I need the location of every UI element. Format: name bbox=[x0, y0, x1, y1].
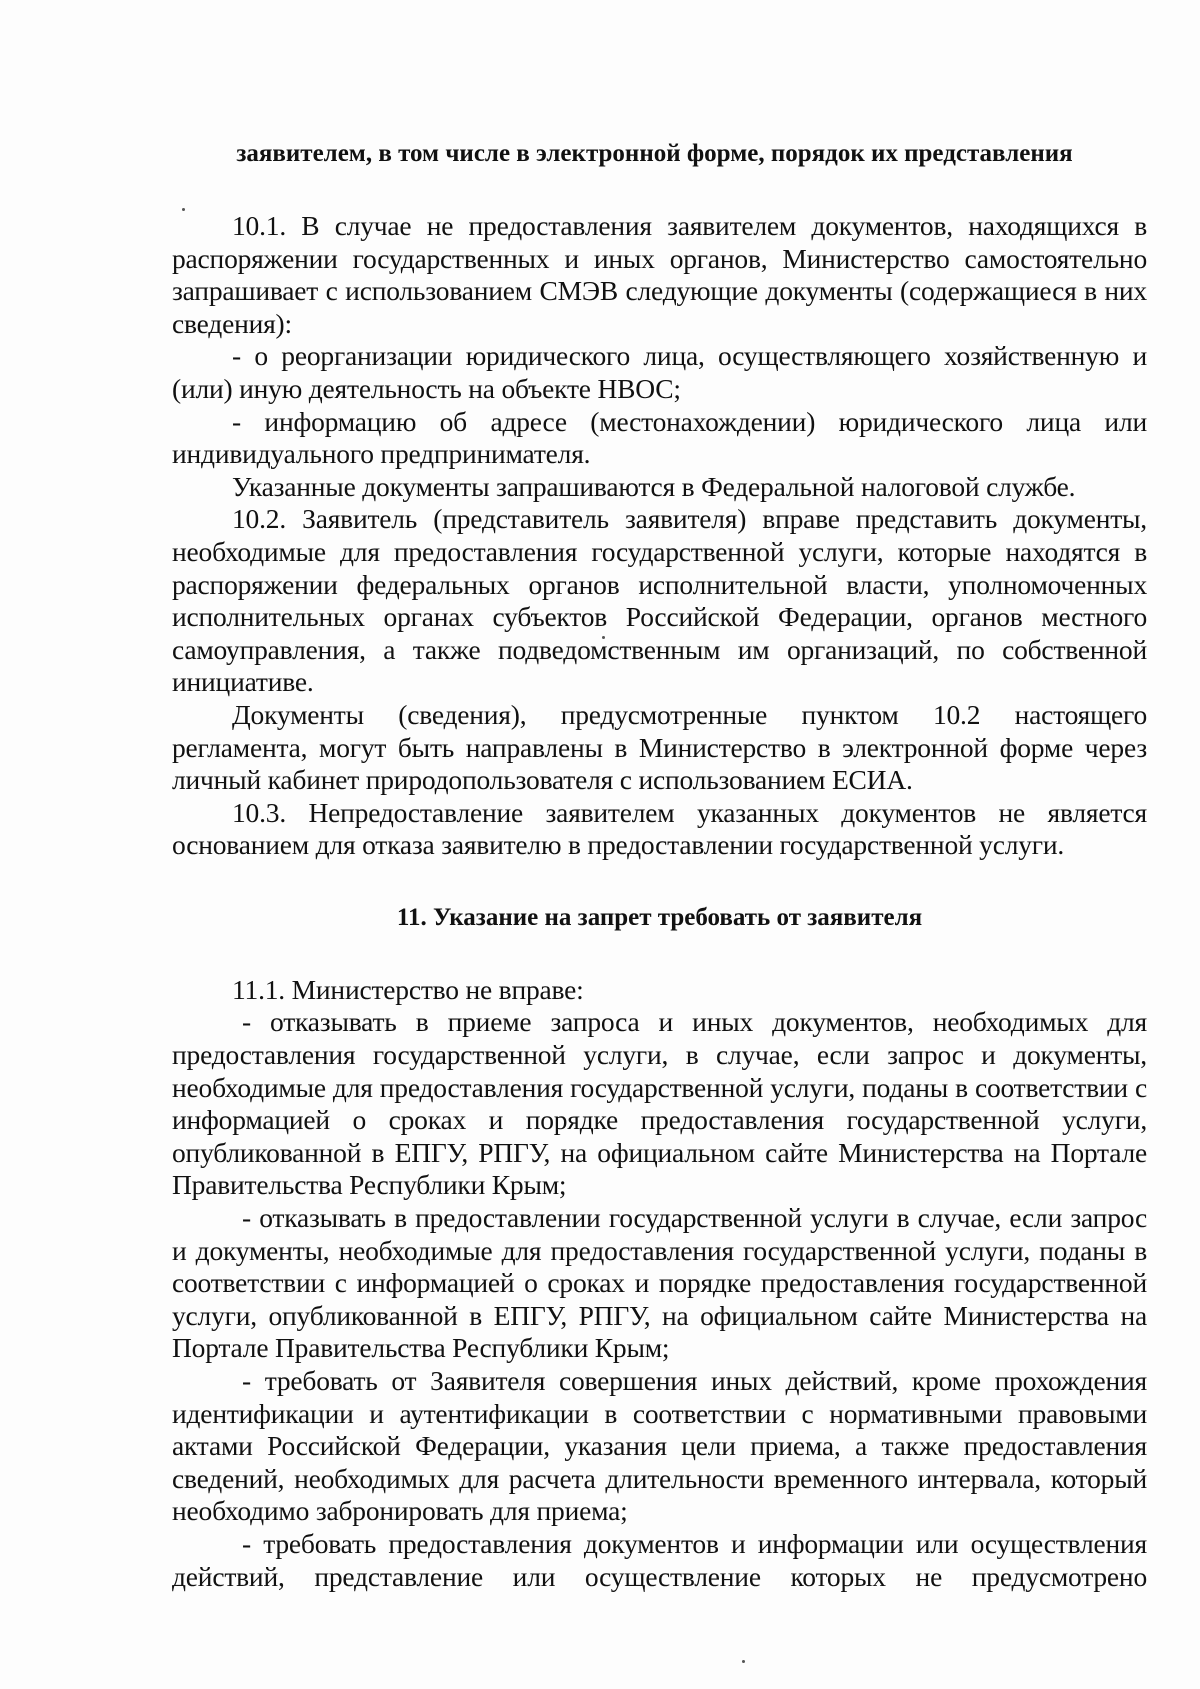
paragraph-10-2: 10.2. Заявитель (представитель заявителя) вправе представить документы, необходимые для предоставления государственной услуги, которые находятся в распоряжении федеральных органов исполнительной власти, уполномоченных исполнительных органах субъектов Российской Федерации, органов местного самоуправления, а также подведомственным им организаций, по собственной инициативе. bbox=[172, 503, 1147, 698]
paragraph-11-1-item-other-actions: - требовать от Заявителя совершения иных действий, кроме прохождения идентификации и аутентификации в соответствии с нормативными правовыми актами Российской Федерации, указания цели приема, а также предоставления сведений, необходимых для расчета длительности временного интервала, который необходимо забронировать для приема; bbox=[172, 1365, 1147, 1527]
scan-speck bbox=[742, 1660, 745, 1663]
paragraph-10-1-item-reorganization: - о реорганизации юридического лица, осуществляющего хозяйственную и (или) иную деятельность на объекте НВОС; bbox=[172, 340, 1147, 404]
paragraph-11-1: 11.1. Министерство не вправе: bbox=[232, 973, 584, 1005]
heading-top: заявителем, в том числе в электронной форме, порядок их представления bbox=[236, 140, 1073, 167]
paragraph-10-2-documents: Документы (сведения), предусмотренные пунктом 10.2 настоящего регламента, могут быть направлены в Министерство в электронной форме через личный кабинет природопользователя с использованием ЕСИА. bbox=[172, 698, 1147, 796]
paragraph-10-3: 10.3. Непредоставление заявителем указанных документов не является основанием для отказа заявителю в предоставлении государственной услуги. bbox=[172, 796, 1147, 861]
paragraph-11-1-item-documents: - требовать предоставления документов и информации или осуществления действий, представление или осуществление которых не предусмотрено bbox=[172, 1527, 1147, 1592]
paragraph-11-1-item-refuse-service: - отказывать в предоставлении государственной услуги в случае, если запрос и документы, необходимые для предоставления государственной услуги, поданы в соответствии с информацией о сроках и порядке предоставления государственной услуги, опубликованной в ЕПГУ, РПГУ, на официальном сайте Министерства на Портале Правительства Республики Крым; bbox=[172, 1202, 1147, 1364]
paragraph-10-1-tax-service: Указанные документы запрашиваются в Федеральной налоговой службе. bbox=[232, 470, 1076, 502]
paragraph-11-1-item-refuse-request: - отказывать в приеме запроса и иных документов, необходимых для предоставления государственной услуги, в случае, если запрос и документы, необходимые для предоставления государственной услуги, поданы в соответствии с информацией о сроках и порядке предоставления государственной услуги, опубликованной в ЕПГУ, РПГУ, на официальном сайте Министерства на Портале Правительства Республики Крым; bbox=[172, 1006, 1147, 1201]
heading-section-11: 11. Указание на запрет требовать от заявителя bbox=[396, 903, 923, 931]
paragraph-10-1-item-address: - информацию об адресе (местонахождении) юридического лица или индивидуального предпринимателя. bbox=[172, 405, 1147, 470]
paragraph-10-1: 10.1. В случае не предоставления заявителем документов, находящихся в распоряжении государственных и иных органов, Министерство самостоятельно запрашивает с использованием СМЭВ следующие документы (содержащиеся в них сведения): bbox=[172, 210, 1147, 339]
document-body bbox=[172, 138, 1147, 1593]
